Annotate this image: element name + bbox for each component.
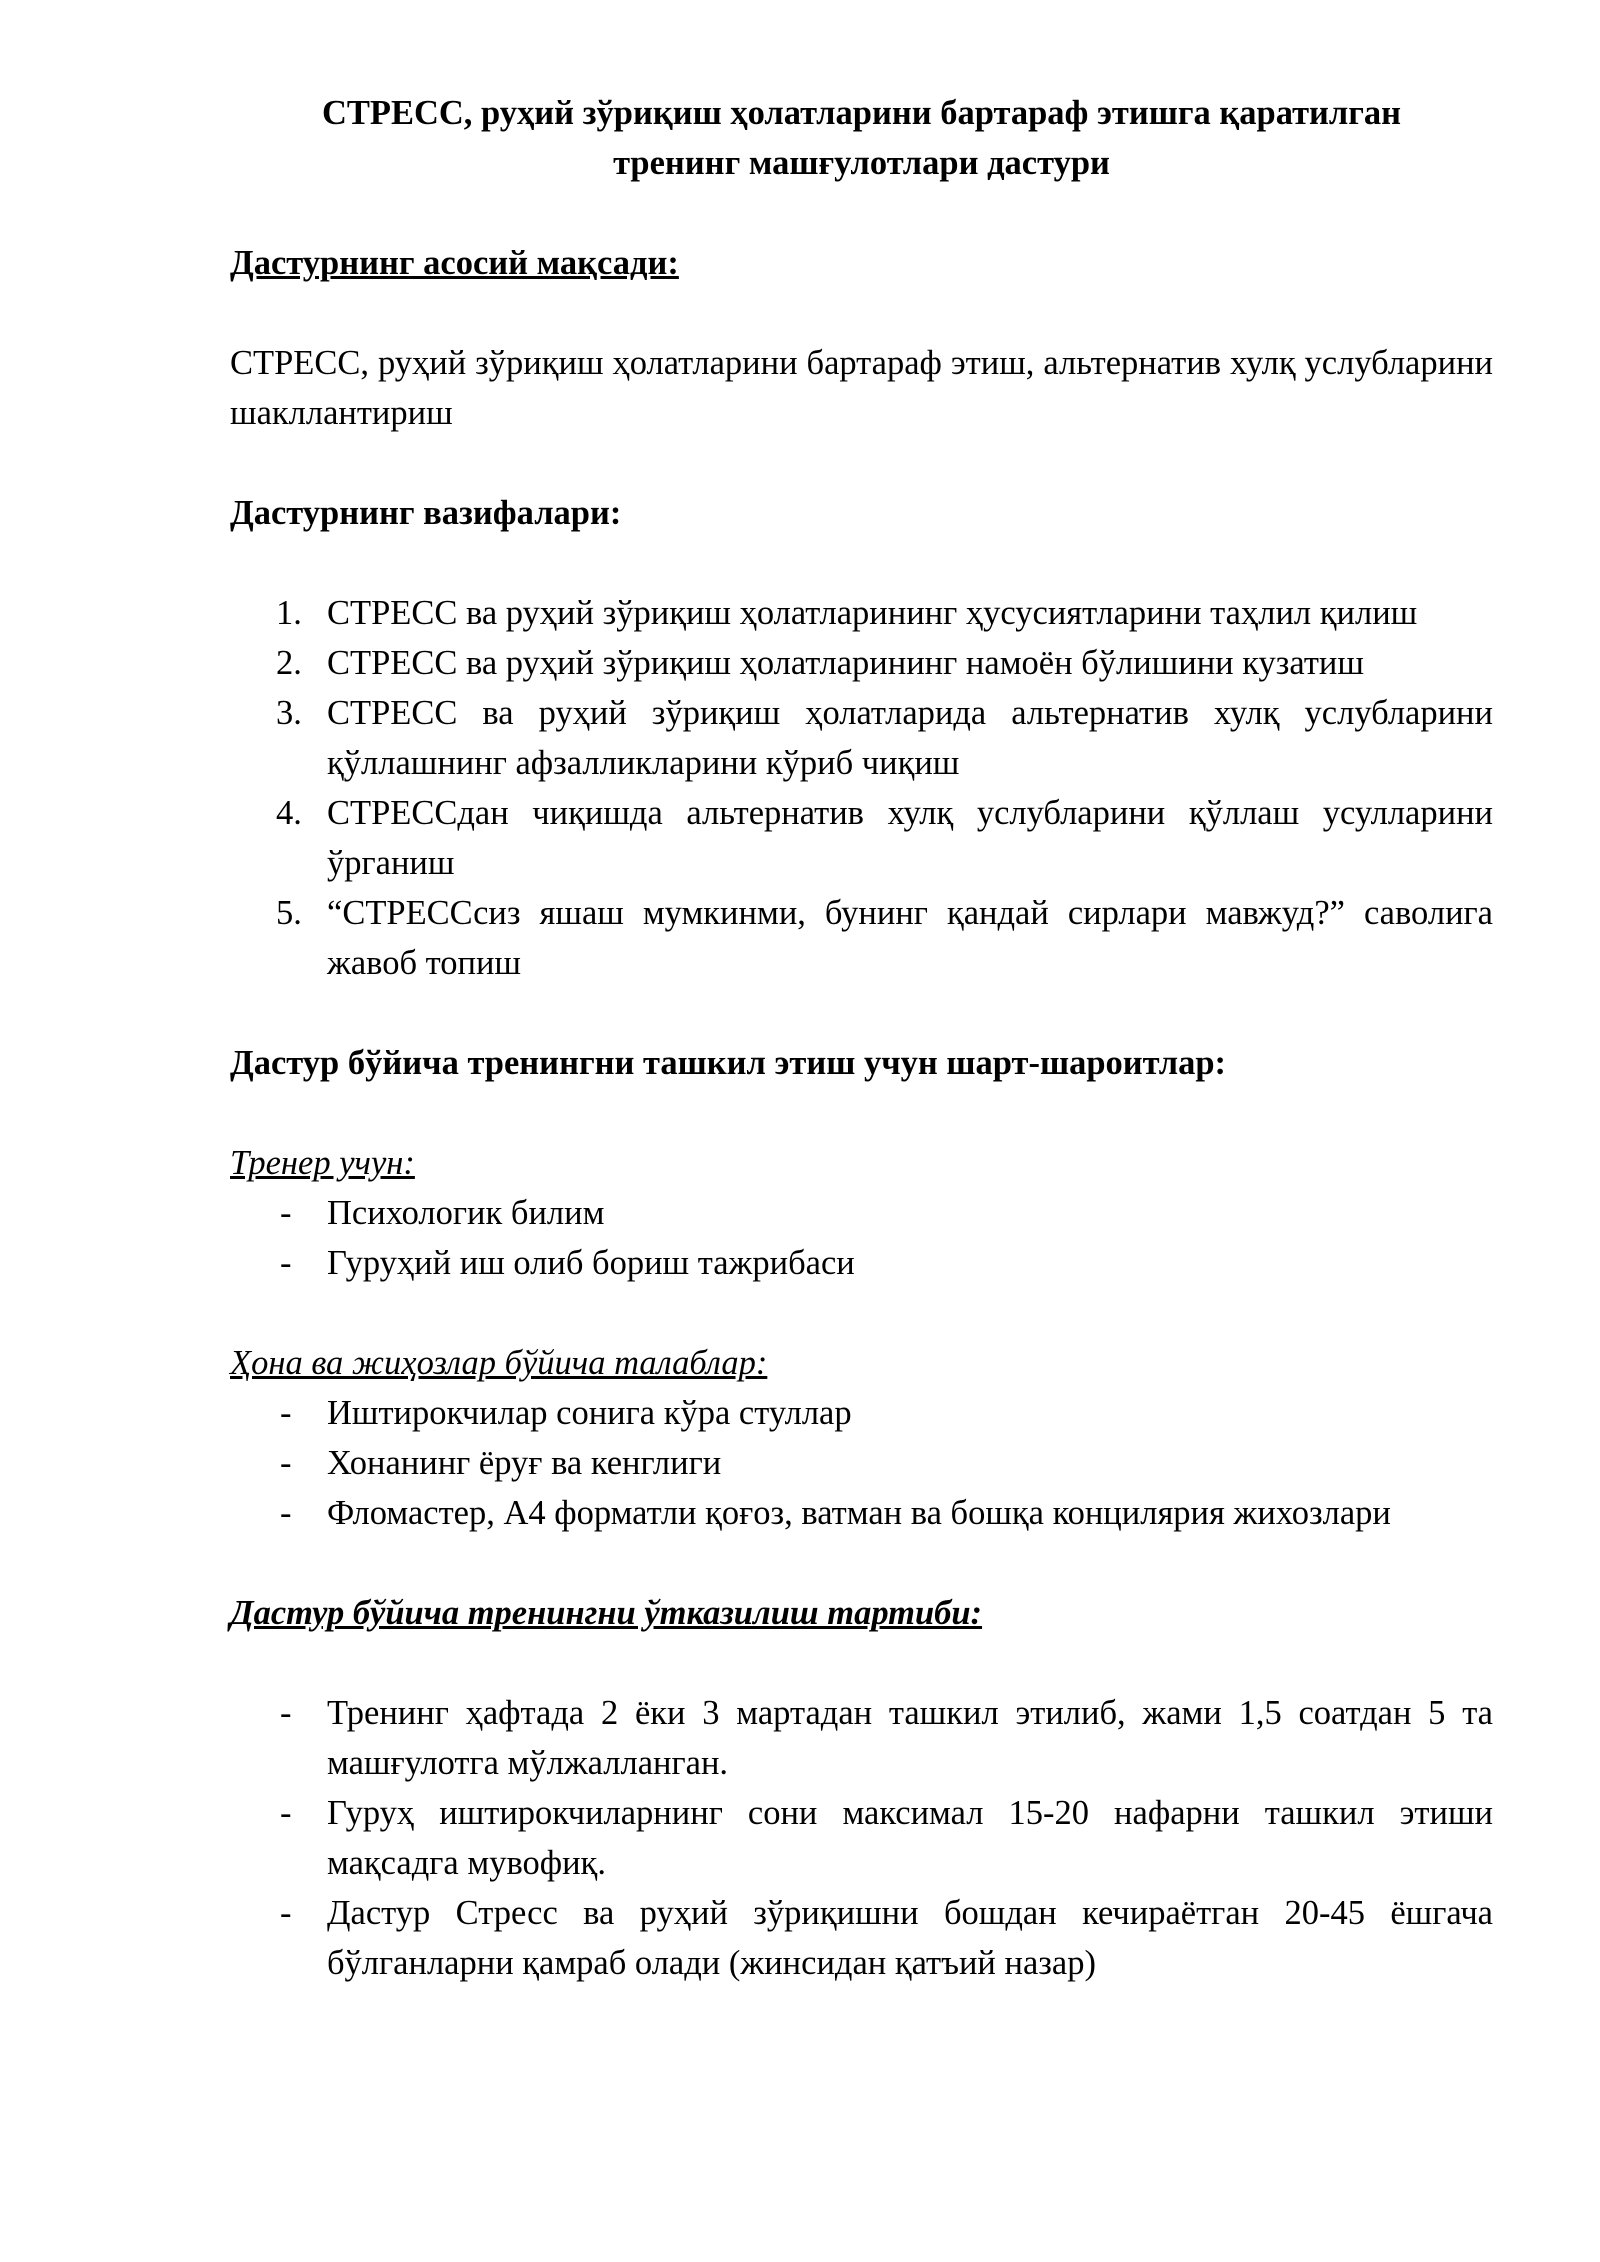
room-item <box>230 1388 1493 1438</box>
trainer-item-text: Психологик билим <box>327 1194 605 1232</box>
dash-marker: - <box>280 1494 292 1532</box>
dash-marker: - <box>280 1694 292 1732</box>
task-number: 2. <box>276 644 302 682</box>
trainer-item <box>230 1188 1493 1238</box>
document-title <box>230 88 1493 188</box>
room-item <box>230 1488 1493 1538</box>
dash-marker: - <box>280 1394 292 1432</box>
trainer-list <box>230 1188 1493 1288</box>
task-item <box>230 788 1493 888</box>
procedure-item-text: Гуруҳ иштирокчиларнинг сони максимал 15-20 нафарни ташкил этиши мақсадга мувофиқ. <box>327 1794 1493 1882</box>
task-item <box>230 888 1493 988</box>
task-text: СТРЕСС ва руҳий зўриқиш ҳолатларининг ҳусусиятларини таҳлил қилиш <box>327 594 1418 632</box>
dash-marker: - <box>280 1244 292 1282</box>
tasks-heading: Дастурнинг вазифалари: <box>230 494 622 532</box>
task-text: СТРЕССдан чиқишда альтернатив хулқ услубларини қўллаш усулларини ўрганиш <box>327 794 1493 882</box>
tasks-list <box>230 588 1493 988</box>
task-item <box>230 588 1493 638</box>
task-item <box>230 688 1493 788</box>
task-number: 4. <box>276 794 302 832</box>
room-item-text: Хонанинг ёруғ ва кенглиги <box>327 1444 722 1482</box>
room-item-text: Фломастер, А4 форматли қоғоз, ватман ва бошқа концилярия жихозлари <box>327 1494 1391 1532</box>
conditions-heading: Дастур бўйича тренингни ташкил этиш учун шарт-шароитлар: <box>230 1044 1227 1082</box>
procedure-list <box>230 1688 1493 1988</box>
procedure-item <box>230 1888 1493 1988</box>
document-page <box>230 88 1493 1988</box>
dash-marker: - <box>280 1894 292 1932</box>
room-item <box>230 1438 1493 1488</box>
trainer-item-text: Гуруҳий иш олиб бориш тажрибаси <box>327 1244 855 1282</box>
procedure-heading: Дастур бўйича тренингни ўтказилиш тартиби: <box>230 1594 983 1632</box>
task-text: “СТРЕССсиз яшаш мумкинми, бунинг қандай сирлари мавжуд?” саволига жавоб топиш <box>327 894 1493 982</box>
goal-heading: Дастурнинг асосий мақсади: <box>230 244 679 282</box>
goal-text: СТРЕСС, руҳий зўриқиш ҳолатларини бартараф этиш, альтернатив хулқ услубларини шакллантириш <box>230 344 1493 432</box>
task-text: СТРЕСС ва руҳий зўриқиш ҳолатларида альтернатив хулқ услубларини қўллашнинг афзалликларини кўриб чиқиш <box>327 694 1493 782</box>
task-number: 1. <box>276 594 302 632</box>
dash-marker: - <box>280 1794 292 1832</box>
trainer-label: Тренер учун: <box>230 1144 415 1182</box>
task-text: СТРЕСС ва руҳий зўриқиш ҳолатларининг намоён бўлишини кузатиш <box>327 644 1364 682</box>
room-list <box>230 1388 1493 1538</box>
dash-marker: - <box>280 1444 292 1482</box>
task-number: 5. <box>276 894 302 932</box>
procedure-item <box>230 1688 1493 1788</box>
procedure-item-text: Тренинг ҳафтада 2 ёки 3 мартадан ташкил этилиб, жами 1,5 соатдан 5 та машғулотга мўлжалланган. <box>327 1694 1493 1782</box>
task-item <box>230 638 1493 688</box>
task-number: 3. <box>276 694 302 732</box>
dash-marker: - <box>280 1194 292 1232</box>
procedure-item <box>230 1788 1493 1888</box>
trainer-item <box>230 1238 1493 1288</box>
room-item-text: Иштирокчилар сонига кўра стуллар <box>327 1394 852 1432</box>
title-line-1: СТРЕСС, руҳий зўриқиш ҳолатларини бартараф этишга қаратилган <box>321 94 1402 132</box>
title-line-2: тренинг машғулотлари дастури <box>613 144 1110 182</box>
procedure-item-text: Дастур Стресс ва руҳий зўриқишни бошдан кечираётган 20-45 ёшгача бўлганларни қамраб олади (жинсидан қатъий назар) <box>327 1894 1493 1982</box>
room-label: Ҳона ва жиҳозлар бўйича талаблар: <box>230 1344 768 1382</box>
